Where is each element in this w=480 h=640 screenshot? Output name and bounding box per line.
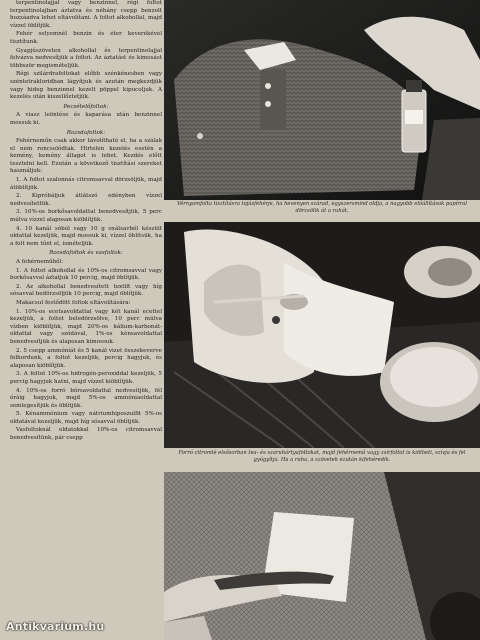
section-heading: Rozsdafoltok és vasfoltok: <box>49 250 123 257</box>
list-item: 5. Kénammónium vagy nátriumhiposzulfit 5%-os oldatával kezeljük, majd híg sósavval öblítjük. <box>10 411 162 425</box>
list-item: 2. Kipróbáljuk átlátszó edényben vízzel nedvesítettük. <box>10 193 162 207</box>
list-item: 3. 10%-os borkősavoldattal benedvesítjük, 5 perc múlva vízzel alaposan kiöblítjük. <box>10 209 162 224</box>
photo-knife-scraping-fabric <box>164 472 480 640</box>
photo-caption-1: Vérnyomfolta tisztításra tojásfehérje, ha hevenyen szárad, egyszersmind oldja, a nagyobb előállítások papírral dörzsölik át a ruhát. <box>176 201 468 214</box>
article-text-column <box>10 0 162 640</box>
paragraph: terpentinolajjal vagy benzinnel, régi foltot terpentinolajban áztatva és néhány csepp benzolt hozzáadva lehet eltávolítani. A foltot alkohollal, majd vízzel öblítjük. <box>10 0 162 29</box>
list-item: 4. 10%-os forró bórsavoldattal nedvesítjük, fél óráig hagyjuk, majd 5%-os ammóniaoldattal semlegesítjük és öblítjük. <box>10 387 162 409</box>
paragraph: Fehér selyemnél benzin és éter keverékével tisztítunk. <box>10 31 162 45</box>
paragraph: A viasz leöntése és kaparása után benzinnel mossuk ki. <box>10 112 162 126</box>
paragraph: Makacsul festődött foltok eltávolítására: <box>16 299 131 306</box>
watermark-text: Antikvarium.hu <box>6 620 105 633</box>
photo-spoon-and-cloth <box>164 222 480 448</box>
section-heading: Pecsételőfoltok: <box>63 103 109 110</box>
list-item: 2. 5 csepp ammóniát és 5 kanál vizet összekeverve felhordunk, a foltot kezeljük, percig hagyjuk, és alaposan kiöblítjük. <box>10 347 162 369</box>
list-item: 2. Az alkohollal benedvesített textilt vagy híg sósavval bedörzsöljük 10 percig, majd öblítjük. <box>10 283 162 298</box>
paragraph: Gyapjúszöveten alkohollal és terpentinolajjal felvázva nedvesítjük a foltot. Az áztatást és kimosást többször megismételjük. <box>10 47 162 69</box>
photo-caption-2: Forró citromlé elsősorban tea- és szaruhártyafoltokat, majd fehérnemű vagy zsírfoltot is kiölheti, szívja és fel gyógyítja. Ha a ruha, a szövetek ezután kifehéredik. <box>178 450 466 463</box>
list-item: 4. 10 kanál sóból vagy 10 g oxálsavból készült oldattal kezeljük, majd mossuk ki, vízzel öblítsük, ha a folt nem tűnt el, ismételjük. <box>10 225 162 247</box>
list-item: 3. A foltot 10%-os hidrogén-peroxiddal kezeljük, 5 percig hagyjuk hatni, majd vízzel kiöblítjük. <box>10 371 162 385</box>
list-item: 1. A foltot alkohollal és 10%-os citromsavval vagy borkősavval áztatjuk 10 percig, majd öblítjük. <box>10 267 162 282</box>
list-item: 1. 10%-os ecetsavoldattal vagy két kanál ecettel kezeljük, a foltot beledörzsölve, 10 perc múlva vízben kiöblítjük, majd 20%-os kálium-karbonát-oldattal vagy szódával, 1%-os kénsavoldattal benedvesítjük és alaposan kimossuk. <box>10 308 162 345</box>
section-heading: Rozsdafoltok: <box>66 129 106 136</box>
photo-garment-stain-cleaning <box>164 0 480 200</box>
paragraph: Fehérneműn csak akkor távolítható el, ha a szálak el nem roncsolódtak. Hirtelen kezelés esetén a kemény, kemény állagot is lehet. Kezdés előtt tesztelni kell. Ezután a következő tisztítási szereket használjuk: <box>10 138 162 175</box>
list-item: 1. A foltot szalonnás citromsavval dörzsöljük, majd átöblítjük. <box>10 177 162 191</box>
paragraph: Régi szilárdrafoltokat előbb szénkénesben vagy széntetrakloridban lágyítjuk és azután megkezdjük vagy hideg benzinnel kezelt pöppel kipucoljuk. A kezelés után kiszellőztetjük. <box>10 71 162 101</box>
paragraph: Vasfoltoknál oldatokkal 10%-os citromsavval benedvesítünk, pár csepp <box>10 427 162 442</box>
paragraph: A fehérneműből: <box>16 259 64 265</box>
